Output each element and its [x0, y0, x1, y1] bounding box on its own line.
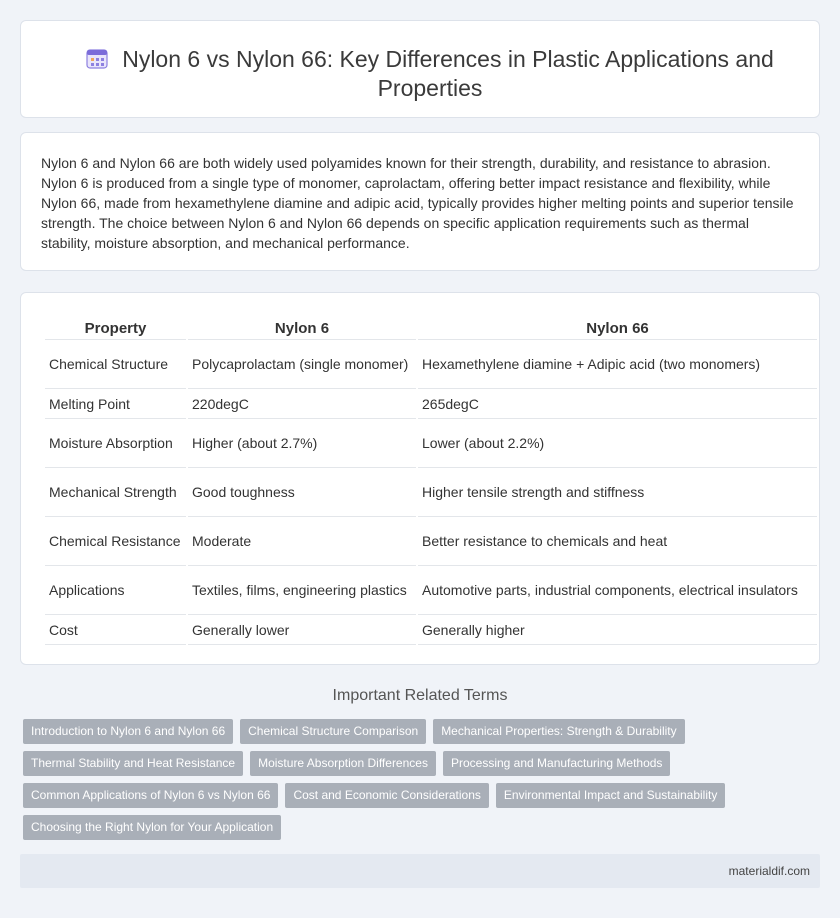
- table-cell-nylon-66: Generally higher: [418, 615, 817, 645]
- table-row: [45, 517, 817, 566]
- page-title: Nylon 6 vs Nylon 66: Key Differences in Plastic Applications and Properties: [122, 46, 774, 101]
- table-cell-nylon-66: 265degC: [418, 389, 817, 419]
- table-cell-property: Moisture Absorption: [45, 419, 186, 468]
- related-term-tag[interactable]: Common Applications of Nylon 6 vs Nylon 66: [23, 783, 278, 808]
- table-row: [45, 615, 817, 645]
- related-term-tag[interactable]: Moisture Absorption Differences: [250, 751, 436, 776]
- table-cell-property: Cost: [45, 615, 186, 645]
- footer-site-link[interactable]: materialdif.com: [728, 864, 810, 878]
- intro-card: [20, 132, 820, 271]
- related-term-tag[interactable]: Mechanical Properties: Strength & Durability: [433, 719, 684, 744]
- table-cell-nylon-66: Higher tensile strength and stiffness: [418, 468, 817, 517]
- page-title-wrap: [61, 45, 799, 103]
- table-row: [45, 468, 817, 517]
- related-term-tag[interactable]: Choosing the Right Nylon for Your Application: [23, 815, 281, 840]
- intro-paragraph: Nylon 6 and Nylon 66 are both widely used polyamides known for their strength, durability, and resistance to abrasion. Nylon 6 is produced from a single type of monomer, caprolactam, offering better impact resistance and flexibility, while Nylon 66, made from hexamethylene diamine and adipic acid, typically provides higher melting points and superior tensile strength. The choice between Nylon 6 and Nylon 66 depends on specific application requirements such as thermal stability, moisture absorption, and mechanical performance.: [41, 155, 794, 251]
- related-terms-list: [23, 719, 803, 847]
- table-cell-nylon-6: 220degC: [188, 389, 416, 419]
- comparison-table-card: [20, 292, 820, 665]
- related-term-tag[interactable]: Introduction to Nylon 6 and Nylon 66: [23, 719, 233, 744]
- table-cell-nylon-6: Moderate: [188, 517, 416, 566]
- document-icon: [86, 47, 108, 67]
- header-card: [20, 20, 820, 118]
- column-header-property: Property: [45, 313, 186, 340]
- related-term-tag[interactable]: Environmental Impact and Sustainability: [496, 783, 725, 808]
- table-cell-property: Applications: [45, 566, 186, 615]
- column-header-nylon-66: Nylon 66: [418, 313, 817, 340]
- table-cell-nylon-66: Automotive parts, industrial components, electrical insulators: [418, 566, 817, 615]
- table-cell-property: Mechanical Strength: [45, 468, 186, 517]
- table-cell-nylon-66: Better resistance to chemicals and heat: [418, 517, 817, 566]
- table-row: [45, 340, 817, 389]
- related-terms-heading: Important Related Terms: [332, 687, 508, 704]
- table-cell-nylon-6: Textiles, films, engineering plastics: [188, 566, 416, 615]
- comparison-table: [43, 313, 819, 645]
- table-cell-property: Melting Point: [45, 389, 186, 419]
- table-cell-nylon-6: Generally lower: [188, 615, 416, 645]
- table-cell-nylon-6: Good toughness: [188, 468, 416, 517]
- footer: [20, 854, 820, 888]
- table-row: [45, 389, 817, 419]
- table-row: [45, 419, 817, 468]
- table-cell-property: Chemical Resistance: [45, 517, 186, 566]
- table-cell-property: Chemical Structure: [45, 340, 186, 389]
- table-cell-nylon-66: Hexamethylene diamine + Adipic acid (two monomers): [418, 340, 817, 389]
- column-header-nylon-6: Nylon 6: [188, 313, 416, 340]
- related-term-tag[interactable]: Cost and Economic Considerations: [285, 783, 488, 808]
- table-cell-nylon-6: Higher (about 2.7%): [188, 419, 416, 468]
- table-cell-nylon-66: Lower (about 2.2%): [418, 419, 817, 468]
- related-term-tag[interactable]: Chemical Structure Comparison: [240, 719, 426, 744]
- related-term-tag[interactable]: Thermal Stability and Heat Resistance: [23, 751, 243, 776]
- table-header-row: [45, 313, 817, 340]
- table-cell-nylon-6: Polycaprolactam (single monomer): [188, 340, 416, 389]
- table-row: [45, 566, 817, 615]
- related-term-tag[interactable]: Processing and Manufacturing Methods: [443, 751, 670, 776]
